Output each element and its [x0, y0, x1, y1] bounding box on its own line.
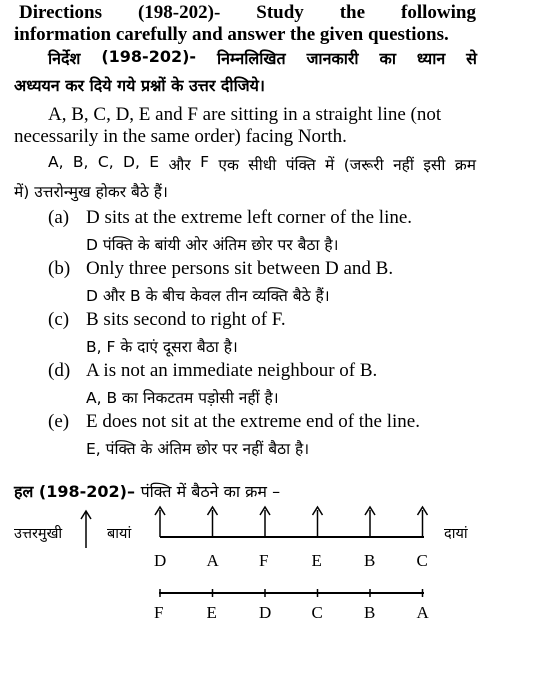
solution-title: हल (198-202)–	[14, 482, 135, 501]
intro-hi-word: B,	[72, 153, 89, 171]
intro-hi-line1	[48, 153, 476, 175]
statement-label: (b)	[48, 258, 71, 279]
intro-hi-line2: में) उत्तरोन्मुख होकर बैठे हैं।	[14, 183, 168, 201]
seat-label: B	[364, 603, 376, 622]
directions-hi-word: ध्यान	[416, 49, 446, 68]
intro-en-line2: necessarily in the same order) facing North.	[14, 126, 347, 147]
seat-label: B	[364, 551, 376, 570]
intro-hi-word: E	[149, 153, 160, 171]
arrangement2-diagram	[0, 586, 551, 606]
seat-label: F	[154, 603, 164, 622]
seat-label: C	[311, 603, 323, 622]
intro-hi-word: क्रम	[454, 156, 476, 174]
seat-label: F	[259, 551, 269, 570]
directions-hi-line1	[48, 47, 477, 69]
directions-en-word: Directions	[19, 2, 103, 23]
directions-hi-word: निर्देश	[48, 49, 81, 68]
intro-hi-word: (जरूरी	[343, 156, 384, 174]
statement-hi: D पंक्ति के बांयी ओर अंतिम छोर पर बैठा है।	[86, 236, 339, 254]
directions-en-line2: information carefully and answer the given questions.	[14, 24, 449, 45]
statement-en: Only three persons sit between D and B.	[86, 258, 394, 279]
seat-label: E	[311, 551, 322, 570]
seat-arrow-up-icon	[313, 507, 323, 537]
seat-label: E	[206, 603, 217, 622]
intro-hi-word: C,	[97, 153, 114, 171]
seat-label: A	[206, 551, 219, 570]
seat-label: A	[416, 603, 429, 622]
solution-subtitle: पंक्ति में बैठने का क्रम –	[140, 482, 281, 501]
statement-hi: D और B के बीच केवल तीन व्यक्ति बैठे हैं।	[86, 287, 330, 305]
right-side-label: दायां	[444, 526, 468, 542]
directions-hi-word: का	[379, 49, 396, 68]
seat-label: D	[154, 551, 167, 570]
directions-hi-word: (198-202)-	[101, 47, 197, 66]
left-side-label: बायां	[107, 526, 132, 542]
intro-en-line1: A, B, C, D, E and F are sitting in a straight line (not	[48, 104, 442, 125]
intro-hi-word: D,	[123, 153, 140, 171]
statement-hi: B, F के दाएं दूसरा बैठा है।	[86, 338, 238, 356]
seat-arrow-up-icon	[365, 507, 375, 537]
directions-en-word: Study	[256, 2, 304, 23]
intro-hi-word: में	[325, 156, 335, 174]
directions-en-word: (198-202)-	[137, 2, 221, 23]
statement-label: (a)	[48, 207, 70, 228]
intro-hi-word: इसी	[423, 156, 446, 174]
statement-en: B sits second to right of F.	[86, 309, 286, 330]
north-facing-label: उत्तरमुखी	[14, 526, 63, 542]
statement-en: D sits at the extreme left corner of the line.	[86, 207, 413, 228]
seat-label: C	[416, 551, 428, 570]
intro-hi-word: A,	[48, 153, 64, 171]
seat-arrow-up-icon	[155, 507, 165, 537]
intro-hi-word: F	[200, 153, 209, 171]
statement-label: (e)	[48, 411, 70, 432]
statement-en: A is not an immediate neighbour of B.	[86, 360, 378, 381]
directions-hi-word: निम्नलिखित	[216, 49, 286, 68]
seat-arrow-up-icon	[260, 507, 270, 537]
seat-label: D	[259, 603, 272, 622]
intro-hi-word: नहीं	[393, 156, 414, 174]
directions-hi-line2: अध्ययन कर दिये गये प्रश्नों के उत्तर दीजिये।	[14, 76, 265, 95]
directions-en-word: following	[401, 2, 476, 23]
intro-hi-word: एक	[218, 156, 239, 174]
statement-hi: E, पंक्ति के अंतिम छोर पर नहीं बैठा है।	[86, 440, 310, 458]
statement-hi: A, B का निकटतम पड़ोसी नहीं है।	[86, 389, 279, 407]
intro-hi-word: और	[168, 156, 191, 174]
seat-arrow-up-icon	[418, 507, 428, 537]
directions-hi-word: से	[466, 49, 477, 68]
directions-en-word: the	[339, 2, 366, 23]
directions-en-line1	[19, 2, 476, 24]
seat-arrow-up-icon	[208, 507, 218, 537]
intro-hi-word: पंक्ति	[285, 156, 316, 174]
statement-label: (c)	[48, 309, 70, 330]
statement-label: (d)	[48, 360, 71, 381]
intro-hi-word: सीधी	[248, 156, 277, 174]
directions-hi-word: जानकारी	[306, 49, 359, 68]
arrangement1-diagram	[0, 498, 551, 548]
statement-en: E does not sit at the extreme end of the line.	[86, 411, 420, 432]
